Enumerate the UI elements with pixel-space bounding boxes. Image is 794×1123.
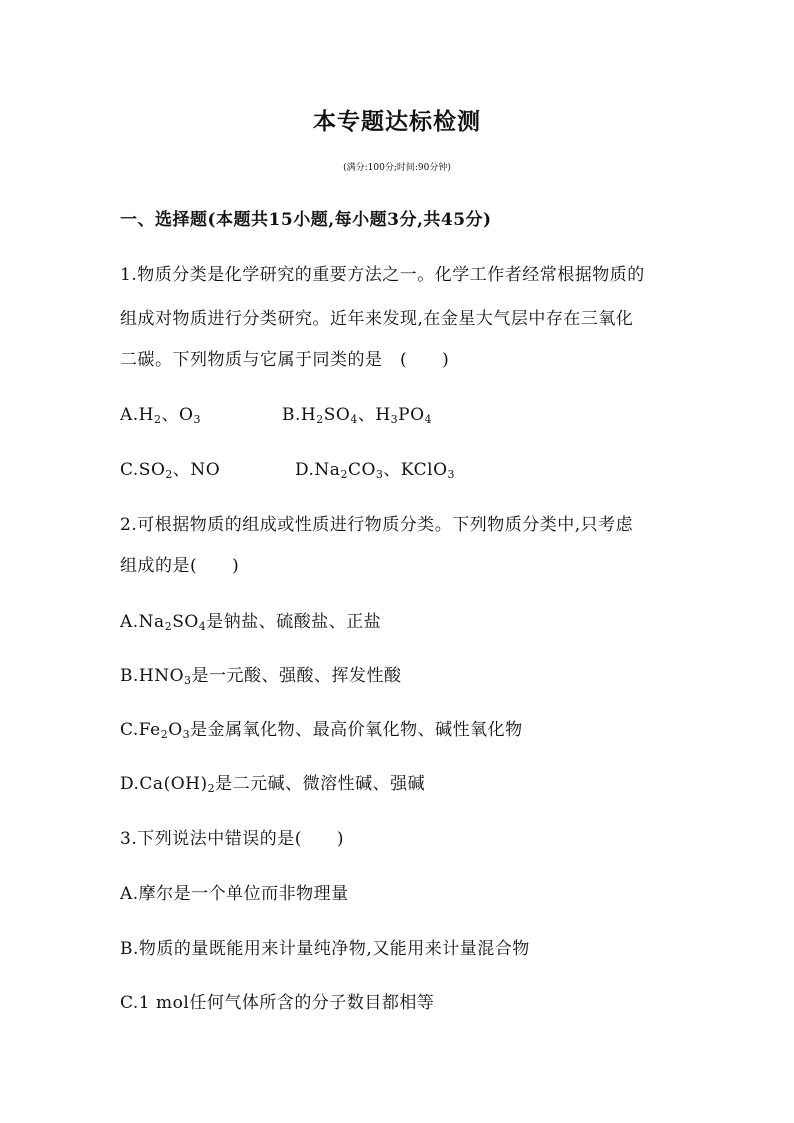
page-title: 本专题达标检测: [313, 108, 481, 135]
question-2-line-2: 组成的是( ): [120, 556, 240, 576]
question-3-option-b: B.物质的量既能用来计量纯净物,又能用来计量混合物: [120, 939, 530, 959]
question-1-option-c: $C.SO_2$、NO: [120, 460, 221, 481]
question-1-option-a: $A.H_2$、$O_3$: [120, 405, 201, 426]
question-1-option-d: $D.Na_2CO_3$、KClO$_3$: [295, 460, 456, 481]
question-2-option-b: $B.HNO_3$是一元酸、强酸、挥发性酸: [120, 666, 402, 687]
question-1-option-b: $B.H_2SO_4$、$H_3PO_4$: [282, 405, 433, 426]
question-2-option-a: $A.Na_2SO_4$是钠盐、硫酸盐、正盐: [120, 612, 382, 633]
question-1-line-1: 1.物质分类是化学研究的重要方法之一。化学工作者经常根据物质的: [120, 265, 645, 285]
exam-info: (满分:100分;时间:90分钟): [343, 163, 451, 173]
question-2-option-d: $D.Ca(OH)_2$是二元碱、微溶性碱、强碱: [120, 774, 426, 795]
question-2-line-1: 2.可根据物质的组成或性质进行物质分类。下列物质分类中,只考虑: [120, 515, 634, 535]
question-2-option-c: $C.Fe_2O_3$是金属氧化物、最高价氧化物、碱性氧化物: [120, 720, 523, 741]
question-1-line-3: 二碳。下列物质与它属于同类的是 ( ): [120, 350, 450, 370]
question-1-line-2: 组成对物质进行分类研究。近年来发现,在金星大气层中存在三氧化: [120, 309, 634, 329]
question-3-option-a: A.摩尔是一个单位而非物理量: [120, 884, 349, 904]
question-3-option-c: C.1 mol任何气体所含的分子数目都相等: [120, 993, 435, 1013]
section-heading: 一、选择题(本题共15小题,每小题3分,共45分): [120, 210, 492, 230]
question-3-line-1: 3.下列说法中错误的是( ): [120, 829, 344, 849]
